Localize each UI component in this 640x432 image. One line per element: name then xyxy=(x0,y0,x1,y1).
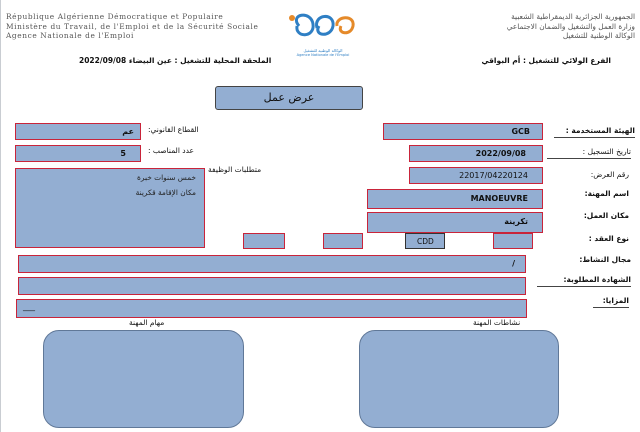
contract-type-field xyxy=(405,233,445,249)
sector-field xyxy=(15,123,141,140)
label-workplace: مكان العمل: xyxy=(583,211,629,220)
logo-text-ar: الوكالة الوطنية للتشغيل xyxy=(303,48,343,53)
header-arabic xyxy=(507,12,635,41)
label-contract: نوع العقد : xyxy=(588,234,629,243)
activity-value: / xyxy=(512,259,515,268)
offer-no-field xyxy=(409,167,543,184)
tasks-card xyxy=(43,330,244,428)
header-fr-line-3: Agence Nationale de l'Emploi xyxy=(6,31,134,41)
header-french xyxy=(6,12,258,41)
workplace-value: تكرينة xyxy=(504,217,528,226)
label-offer-no: رقم العرض: xyxy=(590,170,629,179)
job-name-field xyxy=(367,189,543,209)
contract-option-box xyxy=(323,233,363,249)
activity-field xyxy=(18,255,526,273)
header-ar-line-2: وزارة العمل والتشغيل والضمان الاجتماعي xyxy=(506,21,635,31)
anem-logo xyxy=(283,8,363,57)
label-underline xyxy=(593,307,629,308)
contract-option-box xyxy=(243,233,285,249)
label-activities: نشاطات المهنة xyxy=(473,318,521,327)
positions-value: 5 xyxy=(120,149,126,158)
offer-no-value: 22017/04220124 xyxy=(459,171,528,180)
label-underline xyxy=(537,286,631,287)
employer-value: GCB xyxy=(511,127,530,136)
diploma-field xyxy=(18,277,526,295)
label-tasks: مهام المهنة xyxy=(129,318,165,327)
label-positions: عدد المناصب : xyxy=(148,146,195,155)
workplace-field xyxy=(367,212,543,233)
label-sector: القطاع القانوني: xyxy=(148,125,199,134)
reg-date-value: 2022/09/08 xyxy=(475,149,526,158)
job-name-value: MANOEUVRE xyxy=(470,194,528,203)
header-fr-line-1: République Algérienne Démocratique et Populaire xyxy=(6,12,224,21)
branch-office: الفرع الولائي للتشغيل : أم البواقي xyxy=(481,56,611,65)
label-diploma: الشهادة المطلوبة: xyxy=(563,275,631,284)
requirements-line-2: مكان الإقامة قكرينة xyxy=(135,188,196,197)
requirements-field xyxy=(15,168,205,248)
logo-text: Agence Nationale de l'Emploi xyxy=(296,53,350,57)
label-underline xyxy=(554,137,635,138)
sector-value: عم xyxy=(122,127,134,136)
logo-icon xyxy=(283,8,363,44)
requirements-line-1: خمس سنوات خبرة xyxy=(137,173,196,182)
benefits-field xyxy=(16,299,527,318)
label-requirements: متطلبات الوظيفة xyxy=(208,165,262,174)
positions-field xyxy=(15,145,141,162)
header-ar-line-3: الوكالة الوطنية للتشغيل xyxy=(562,31,635,41)
employer-field xyxy=(383,123,543,140)
label-activity: مجال النشاط: xyxy=(579,255,631,264)
header-ar-line-1: الجمهورية الجزائرية الديمقراطية الشعبية xyxy=(511,12,635,21)
label-benefits: المزايا: xyxy=(602,296,629,305)
reg-date-field xyxy=(409,145,543,162)
label-job-name: اسم المهنة: xyxy=(584,189,629,198)
local-office-date: الملحقة المحلية للتشغيل : عين البيضاء 2022/09/08 xyxy=(79,56,272,65)
label-reg-date: تاريخ التسجيل : xyxy=(582,147,631,156)
header-fr-line-2: Ministère du Travail, de l'Emploi et de la Sécurité Sociale xyxy=(6,21,259,31)
activities-card xyxy=(359,330,559,428)
contract-option-box xyxy=(493,233,533,249)
benefits-value: ___ xyxy=(23,302,35,311)
page-title: عرض عمل xyxy=(215,86,363,110)
contract-value: CDD xyxy=(417,237,434,246)
label-underline xyxy=(547,158,631,159)
label-employer: الهيئة المستخدمة : xyxy=(565,126,635,135)
